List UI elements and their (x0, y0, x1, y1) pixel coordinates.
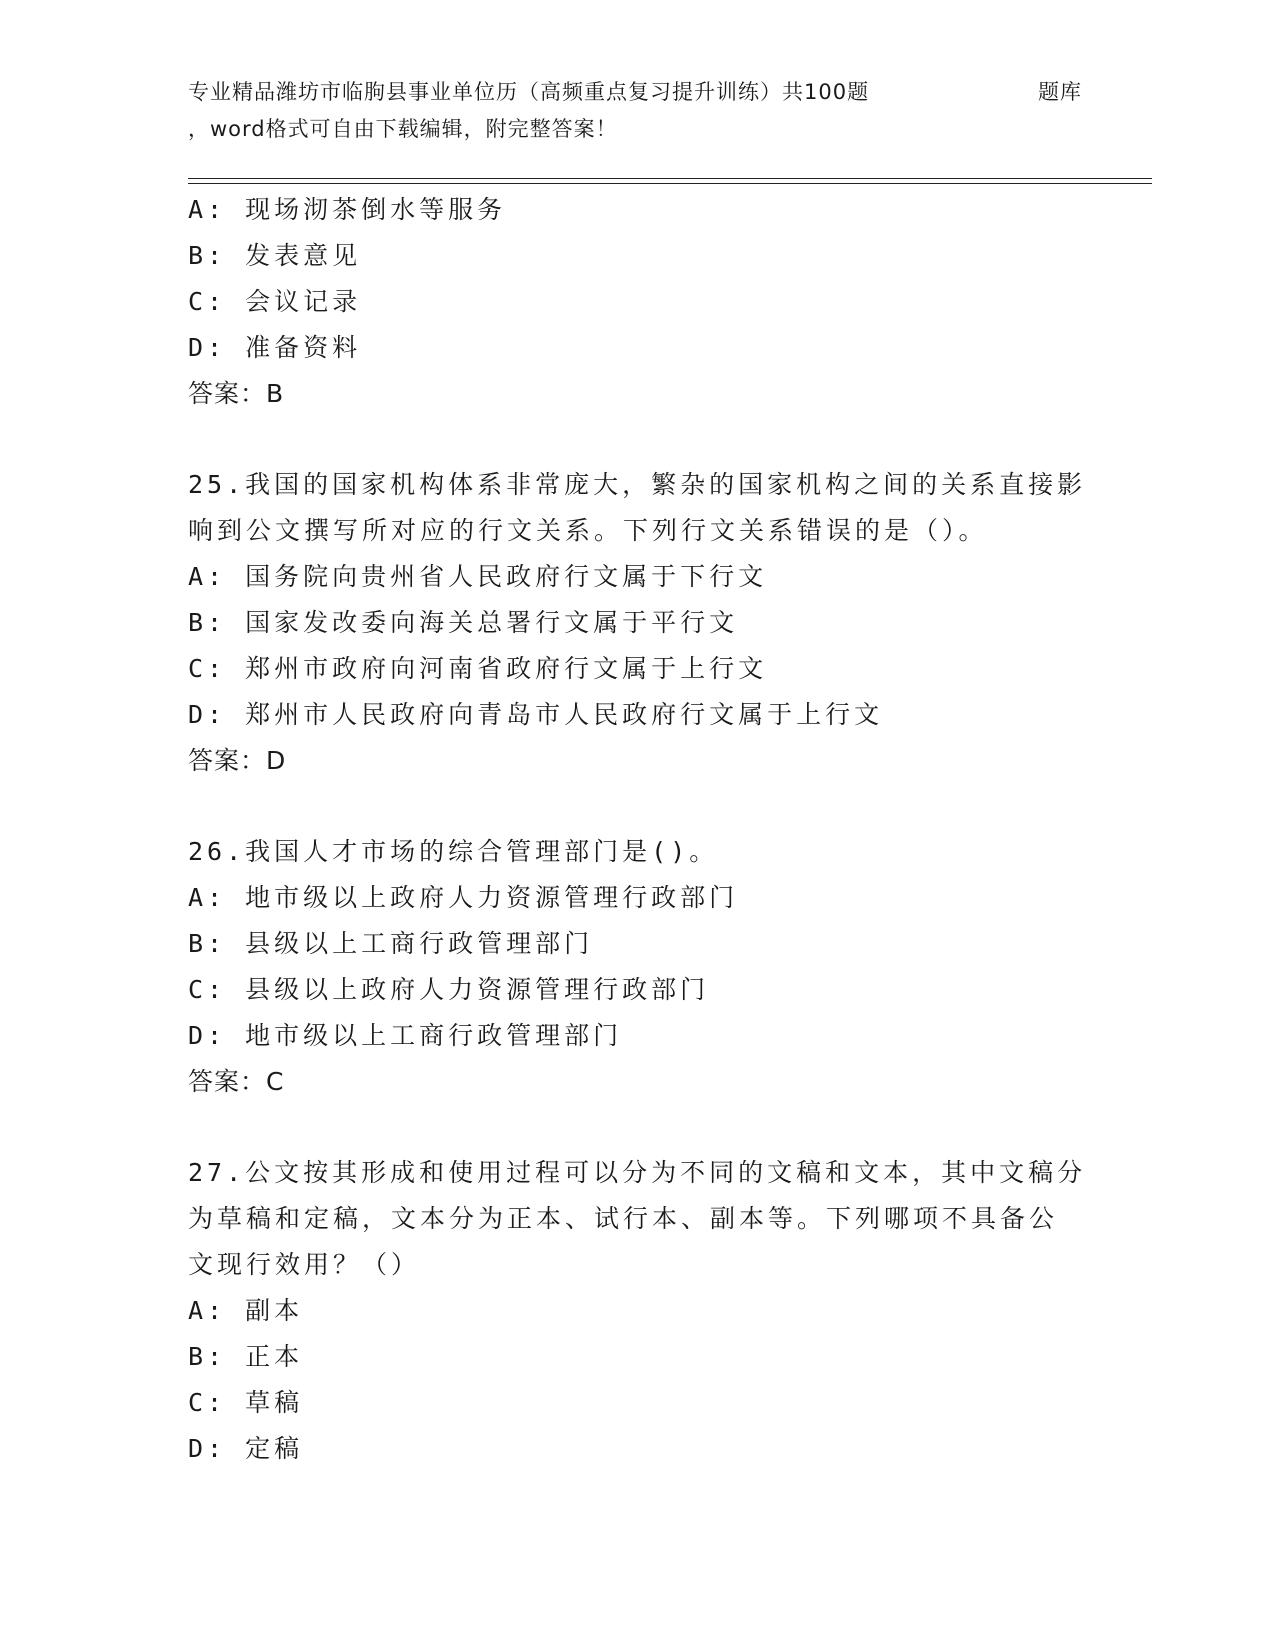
question-stem: 响到公文撰写所对应的行文关系。下列行文关系错误的是（）。 (188, 516, 988, 545)
question-content (188, 187, 1088, 1472)
option-c: C: 草稿 (188, 1388, 304, 1417)
question-block-25 (188, 462, 1088, 784)
option-a: A: 地市级以上政府人力资源管理行政部门 (188, 883, 739, 912)
option-d: D: 地市级以上工商行政管理部门 (188, 1021, 623, 1050)
option-d: D: 定稿 (188, 1434, 304, 1463)
header-divider-top (188, 178, 1152, 179)
answer: 答案：D (188, 746, 287, 775)
question-block-prev (188, 187, 1088, 417)
option-a: A: 现场沏茶倒水等服务 (188, 195, 507, 224)
question-stem: 25.我国的国家机构体系非常庞大，繁杂的国家机构之间的关系直接影 (188, 470, 1087, 499)
question-stem: 26.我国人才市场的综合管理部门是()。 (188, 837, 719, 866)
header-title: 专业精品潍坊市临朐县事业单位历（高频重点复习提升训练）共100题 (188, 80, 870, 104)
question-block-26 (188, 829, 1088, 1105)
header-divider-bottom (188, 183, 1152, 184)
option-b: B: 国家发改委向海关总署行文属于平行文 (188, 608, 739, 637)
option-c: C: 会议记录 (188, 287, 362, 316)
option-b: B: 县级以上工商行政管理部门 (188, 929, 594, 958)
question-stem: 27.公文按其形成和使用过程可以分为不同的文稿和文本，其中文稿分 (188, 1158, 1087, 1187)
option-a: A: 副本 (188, 1296, 304, 1325)
option-c: C: 郑州市政府向河南省政府行文属于上行文 (188, 654, 768, 683)
option-d: D: 准备资料 (188, 333, 362, 362)
option-c: C: 县级以上政府人力资源管理行政部门 (188, 975, 710, 1004)
question-stem: 文现行效用？（） (188, 1250, 421, 1279)
question-block-27 (188, 1150, 1088, 1472)
answer: 答案：C (188, 1067, 285, 1096)
page-header (188, 74, 1088, 148)
question-stem: 为草稿和定稿，文本分为正本、试行本、副本等。下列哪项不具备公 (188, 1204, 1059, 1233)
header-subtitle: ，word格式可自由下载编辑，附完整答案！ (188, 117, 618, 141)
option-a: A: 国务院向贵州省人民政府行文属于下行文 (188, 562, 768, 591)
option-b: B: 发表意见 (188, 241, 362, 270)
answer: 答案：B (188, 379, 285, 408)
option-d: D: 郑州市人民政府向青岛市人民政府行文属于上行文 (188, 700, 884, 729)
header-tag: 题库 (1038, 80, 1082, 104)
option-b: B: 正本 (188, 1342, 304, 1371)
